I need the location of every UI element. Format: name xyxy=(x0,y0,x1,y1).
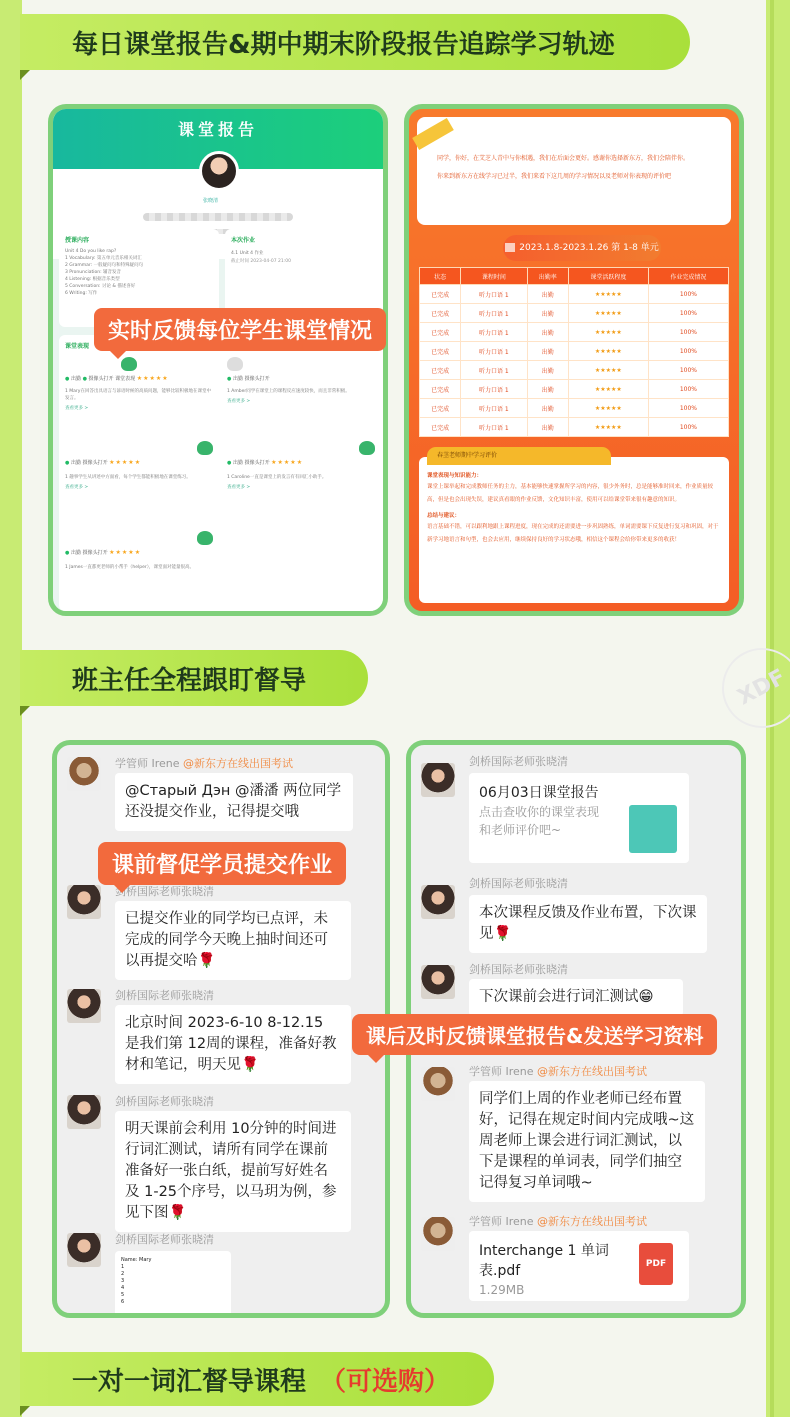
callout-post-class-feedback: 课后及时反馈课堂报告&发送学习资料 xyxy=(352,1014,717,1055)
sheet-num: 5 xyxy=(121,1292,125,1298)
class-report-card xyxy=(48,104,388,616)
left-decor-strip xyxy=(0,0,22,1417)
table-cell: 已完成 xyxy=(420,304,461,323)
owl-icon xyxy=(359,441,375,455)
student-comment: 1 Mary在回答出具语言与谚语时候的高质问题，能够比较积极地在课堂中发言。 xyxy=(65,389,211,401)
see-more-link[interactable]: 查看更多 > xyxy=(227,485,251,490)
student-block: ● 出勤 摄像头打开 ★★★★★ 1 趣事学生从讲述中方面看，每个学生都能积极地在课堂练习。 查看更多 > xyxy=(65,441,215,490)
date-range-text: 2023.1.8-2023.1.26 第 1-8 单元 xyxy=(519,243,659,253)
sender-name: 剑桥国际老师张晓清 xyxy=(469,877,568,890)
term-report-card xyxy=(404,104,744,616)
content-line: 2 Grammar: 一般疑问句和特殊疑问句 xyxy=(65,263,144,268)
table-cell: 100% xyxy=(648,285,728,304)
report-header: 课堂报告 xyxy=(53,109,383,169)
teacher-name: 张晓清 xyxy=(203,198,219,204)
student-comment: 1 趣事学生从讲述中方面看，每个学生都能积极地在课堂练习。 xyxy=(65,475,191,480)
table-cell: 听力口语 1 xyxy=(461,323,528,342)
table-cell: 听力口语 1 xyxy=(461,418,528,437)
eval-heading: 课堂表现与知识能力： xyxy=(427,473,483,479)
col-header: 作业完成情况 xyxy=(648,268,728,285)
table-cell: 100% xyxy=(648,342,728,361)
watermark-seal: XDF xyxy=(708,634,790,742)
table-cell: 已完成 xyxy=(420,399,461,418)
section-banner-vocab xyxy=(20,1352,494,1406)
eval-heading-2: 总结与建议： xyxy=(427,513,461,519)
stars-rating: ★★★★★ xyxy=(109,549,142,556)
performance-panel-title: 课堂表现 xyxy=(65,343,90,350)
table-cell: ★★★★★ xyxy=(568,380,648,399)
col-header: 课堂活跃程度 xyxy=(568,268,648,285)
table-cell: 出勤 xyxy=(527,285,568,304)
report-card-title: 06月03日课堂报告 xyxy=(479,785,599,801)
file-size: 1.29MB xyxy=(479,1283,525,1297)
see-more-link[interactable]: 查看更多 > xyxy=(227,399,251,404)
user-avatar xyxy=(67,757,101,791)
student-block: ● 出勤 摄像头打开 ★★★★★ 1 Caroline一直是课堂上的发言有有回汇小助手。 查看更多 > xyxy=(227,441,377,490)
camera-label: 摄像头打开 xyxy=(244,460,270,466)
table-cell: ★★★★★ xyxy=(568,399,648,418)
evaluation-tab: 春茎老师期中学习评价 xyxy=(427,447,611,465)
table-cell: 出勤 xyxy=(527,304,568,323)
callout-urge-homework: 课前督促学员提交作业 xyxy=(98,842,346,885)
teacher-avatar xyxy=(199,151,239,191)
table-cell: 100% xyxy=(648,323,728,342)
table-cell: 听力口语 1 xyxy=(461,399,528,418)
table-cell: 已完成 xyxy=(420,342,461,361)
intro-text: 同学，你好，在艾芝人青中与你相遇，我们在后面会更好。感谢你选择新东方，我们会陪伴你。 xyxy=(437,155,690,162)
stars-rating: ★★★★★ xyxy=(109,459,142,466)
sheet-num: 2 xyxy=(121,1271,125,1277)
sender-name: 剑桥国际老师张晓清 xyxy=(115,989,214,1002)
table-cell: 已完成 xyxy=(420,418,461,437)
sender-name: 学管师 Irene @新东方在线出国考试 xyxy=(115,757,294,770)
sheet-num: 6 xyxy=(121,1299,125,1305)
sender-name: 剑桥国际老师张晓清 xyxy=(115,885,214,898)
camera-label: 摄像头打开 xyxy=(82,550,108,556)
content-line: 1 Vocabulary: 第五单元音乐相关词汇 xyxy=(65,256,142,261)
table-cell: ★★★★★ xyxy=(568,285,648,304)
sheet-num: 3 xyxy=(121,1278,125,1284)
col-header: 出勤率 xyxy=(527,268,568,285)
calendar-icon xyxy=(505,243,515,252)
table-cell: ★★★★★ xyxy=(568,323,648,342)
table-cell: 听力口语 1 xyxy=(461,342,528,361)
chat-bubble: 下次课前会进行词汇测试😁 xyxy=(469,979,683,1016)
table-cell: 100% xyxy=(648,304,728,323)
content-line: 4 Listening: 根据音乐类型 xyxy=(65,277,120,282)
table-row xyxy=(420,285,729,304)
sheet-name-label: Name: Mary xyxy=(121,1257,152,1263)
owl-icon xyxy=(197,441,213,455)
sender-name: 剑桥国际老师张晓清 xyxy=(469,963,568,976)
table-cell: ★★★★★ xyxy=(568,304,648,323)
table-row xyxy=(420,399,729,418)
owl-icon xyxy=(121,357,137,371)
attend-label: 出勤 xyxy=(232,460,243,466)
col-header: 状态 xyxy=(420,268,461,285)
avatar-placeholder-icon xyxy=(227,357,243,371)
table-cell: 听力口语 1 xyxy=(461,285,528,304)
table-cell: 100% xyxy=(648,418,728,437)
user-avatar xyxy=(67,989,101,1023)
attend-label: 出勤 xyxy=(70,376,81,382)
table-cell: ★★★★★ xyxy=(568,342,648,361)
content-line: 6 Writing: 写作 xyxy=(65,291,98,296)
user-avatar xyxy=(67,1233,101,1267)
table-cell: 出勤 xyxy=(527,380,568,399)
content-line: Unit 4 Do you like rap? xyxy=(65,249,117,254)
chat-bubble: 北京时间 2023-6-10 8-12.15 是我们第 12周的课程，准备好教材和笔记，明天见🌹 xyxy=(115,1005,351,1084)
attend-label: 出勤 xyxy=(70,460,81,466)
table-cell: 100% xyxy=(648,399,728,418)
stars-rating: ★★★★★ xyxy=(136,375,169,382)
table-cell: 出勤 xyxy=(527,418,568,437)
student-block: ● 出勤 摄像头打开 ★★★★★ 1 James一直都更老师的小帮手（helper），课堂面对能量很高。 xyxy=(65,531,215,571)
date-range-pill xyxy=(503,235,661,261)
image-message-sheet xyxy=(115,1251,231,1318)
blurred-info xyxy=(143,213,293,221)
table-cell: 100% xyxy=(648,380,728,399)
table-cell: 听力口语 1 xyxy=(461,304,528,323)
score-label: 课堂表现 xyxy=(115,376,136,382)
section-banner-supervision xyxy=(20,650,368,706)
sheet-num: 1 xyxy=(121,1264,125,1270)
homework-panel-title: 本次作业 xyxy=(231,237,256,244)
banner-fold xyxy=(20,1406,30,1416)
student-block: ● 出勤 ● 摄像头打开 课堂表现 ★★★★★ 1 Mary在回答出具语言与谚语时候的高质问题，能够比较积极地在课堂中发言。 查看更多 > xyxy=(65,357,215,411)
table-cell: 出勤 xyxy=(527,342,568,361)
banner-fold xyxy=(20,706,30,716)
table-cell: 听力口语 1 xyxy=(461,361,528,380)
table-row xyxy=(420,361,729,380)
sender-name: 剑桥国际老师张晓清 xyxy=(469,755,568,768)
homework-deadline: 截止时间 2023-04-07 21:00 xyxy=(231,259,291,264)
homework-line: 4.1 Unit 4 作业 xyxy=(231,251,264,256)
table-row xyxy=(420,418,729,437)
user-avatar xyxy=(67,1095,101,1129)
pdf-file-icon: PDF xyxy=(639,1243,673,1285)
table-row xyxy=(420,323,729,342)
table-cell: 已完成 xyxy=(420,361,461,380)
eval-text: 课堂上课举起和完成教师任务的主力，基本能够快速掌握所学习的内容，很少外务时，总是能够准时回来，作业质量较高，但是也会出现失误，建议真看眼的作业反馈，文化知识丰富，使用可以给课堂带来很有趣意的知识。 xyxy=(427,484,714,503)
chat-card-left xyxy=(52,740,390,1318)
user-avatar xyxy=(67,885,101,919)
section-title: 班主任全程跟盯督导 xyxy=(72,665,307,696)
table-cell: 100% xyxy=(648,361,728,380)
report-app-icon xyxy=(629,805,677,853)
chat-bubble: 同学们上周的作业老师已经布置好，记得在规定时间内完成哦~这周老师上课会进行词汇测试，以下是课程的单词表，同学们抽空记得复习单词哦~ xyxy=(469,1081,705,1202)
progress-table xyxy=(419,267,729,437)
chat-bubble: 本次课程反馈及作业布置，下次课见🌹 xyxy=(469,895,707,953)
student-comment: 1 James一直都更老师的小帮手（helper），课堂面对能量很高。 xyxy=(65,565,194,570)
student-comment: 1 Caroline一直是课堂上的发言有有回汇小助手。 xyxy=(227,475,327,480)
student-comment: 1 Amber同学在课堂上的课程反应速度较快，而且非常积极。 xyxy=(227,389,350,394)
eval-text-2: 语言基础不错，可以跟利地跟上课程进度，现在完成的还需要进一步巩固熟练，单词需要课下反复进行复习和巩固，对于新学习地语言和句型，也会去应用，继续保持良好的学习状态哦，相信这个课程会给你带来更多的收获！ xyxy=(427,524,719,543)
sender-name: 学管师 Irene @新东方在线出国考试 xyxy=(469,1065,648,1078)
intro-text-2: 你来到新东方在线学习已过半，我们来看下这几周的学习情况以及老师对你表现的评价吧 xyxy=(437,173,672,180)
file-message[interactable] xyxy=(469,1231,689,1301)
user-avatar xyxy=(421,885,455,919)
banner-fold xyxy=(20,70,30,80)
user-avatar xyxy=(421,763,455,797)
see-more-link[interactable]: 查看更多 > xyxy=(65,485,89,490)
student-block: ● 出勤 摄像头打开 1 Amber同学在课堂上的课程反应速度较快，而且非常积极。 查看更多 > xyxy=(227,357,377,404)
chat-bubble: @Старый Дэн @潘潘 两位同学还没提交作业，记得提交哦 xyxy=(115,773,353,831)
section-banner-reports xyxy=(20,14,690,70)
content-panel-title: 授课内容 xyxy=(65,237,90,244)
content-line: 3 Pronunciation: 辅音发音 xyxy=(65,270,122,275)
callout-realtime-feedback: 实时反馈每位学生课堂情况 xyxy=(94,308,386,351)
table-cell: 已完成 xyxy=(420,323,461,342)
table-cell: 出勤 xyxy=(527,399,568,418)
table-cell: ★★★★★ xyxy=(568,418,648,437)
section-title: 每日课堂报告&期中期末阶段报告追踪学习轨迹 xyxy=(72,29,615,60)
table-cell: 出勤 xyxy=(527,361,568,380)
report-link-card[interactable] xyxy=(469,773,689,863)
col-header: 课程时间 xyxy=(461,268,528,285)
table-cell: ★★★★★ xyxy=(568,361,648,380)
report-intro xyxy=(417,117,731,225)
table-row xyxy=(420,380,729,399)
section-title: 一对一词汇督导课程 xyxy=(72,1366,307,1397)
report-card-subtitle: 点击查收你的课堂表现和老师评价吧~ xyxy=(479,805,600,837)
user-avatar xyxy=(421,1217,455,1251)
chat-bubble: 明天课前会利用 10分钟的时间进行词汇测试，请所有同学在课前准备好一张白纸，提前写好姓名及 1-25个序号，以马玥为例，参见下图🌹 xyxy=(115,1111,351,1232)
table-row xyxy=(420,342,729,361)
table-cell: 已完成 xyxy=(420,285,461,304)
stars-rating: ★★★★★ xyxy=(271,459,304,466)
user-avatar xyxy=(421,965,455,999)
sender-name: 剑桥国际老师张晓清 xyxy=(115,1233,214,1246)
sender-name: 剑桥国际老师张晓清 xyxy=(115,1095,214,1108)
table-cell: 听力口语 1 xyxy=(461,380,528,399)
sender-name: 学管师 Irene @新东方在线出国考试 xyxy=(469,1215,648,1228)
camera-label: 摄像头打开 xyxy=(88,376,114,382)
term-evaluation xyxy=(419,452,729,603)
content-line: 5 Conversation: 讨论 & 描述喜好 xyxy=(65,284,136,289)
user-avatar xyxy=(421,1067,455,1101)
performance-panel xyxy=(59,335,383,611)
attend-label: 出勤 xyxy=(232,376,243,382)
table-cell: 已完成 xyxy=(420,380,461,399)
optional-purchase-tag: （可选购） xyxy=(320,1366,451,1397)
sheet-num: 4 xyxy=(121,1285,125,1291)
table-cell: 出勤 xyxy=(527,323,568,342)
attend-label: 出勤 xyxy=(70,550,81,556)
camera-label: 摄像头打开 xyxy=(244,376,270,382)
owl-icon xyxy=(197,531,213,545)
see-more-link[interactable]: 查看更多 > xyxy=(65,406,89,411)
file-name: Interchange 1 单词表.pdf xyxy=(479,1243,609,1279)
chat-bubble: 已提交作业的同学均已点评，未完成的同学今天晚上抽时间还可以再提交哈🌹 xyxy=(115,901,351,980)
table-row xyxy=(420,304,729,323)
camera-label: 摄像头打开 xyxy=(82,460,108,466)
